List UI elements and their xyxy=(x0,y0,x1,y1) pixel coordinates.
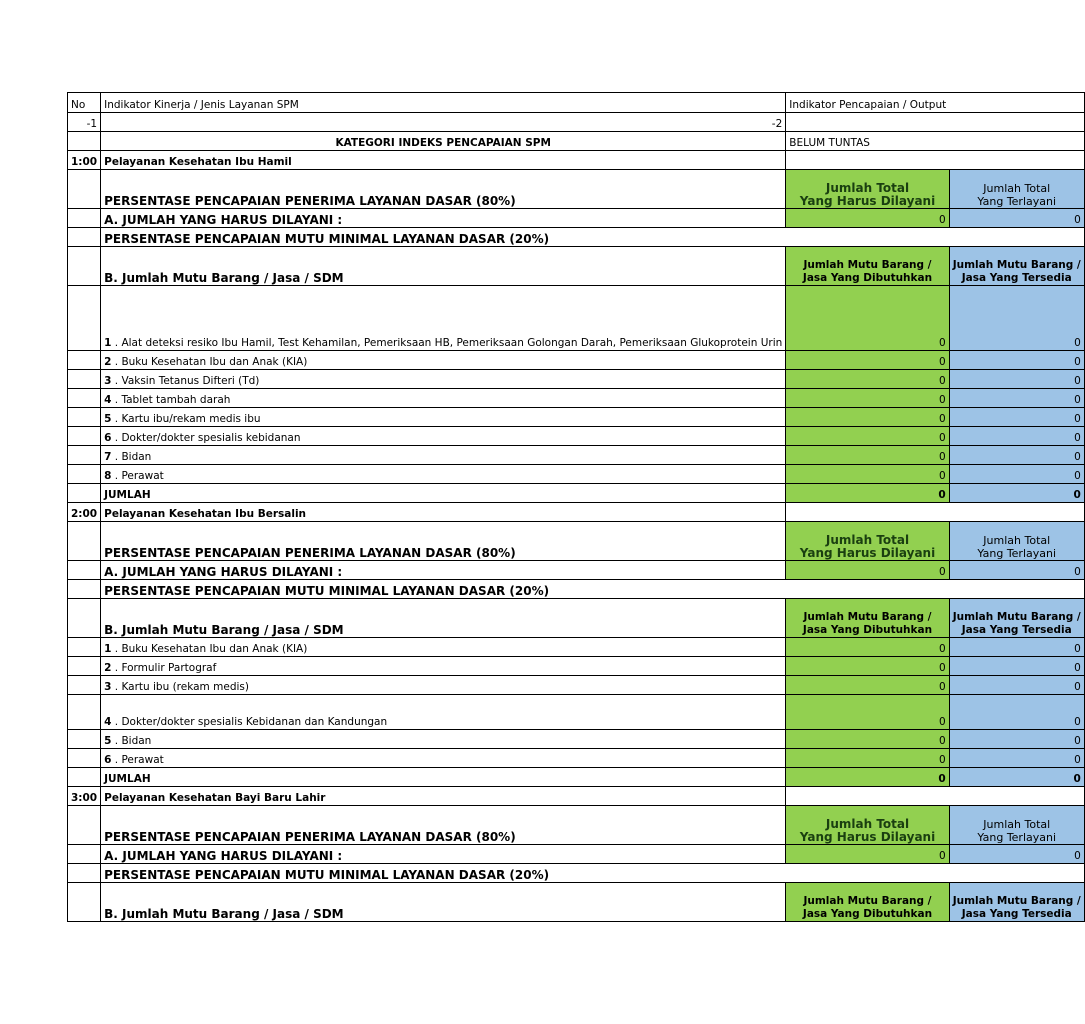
a-harus-value[interactable]: 0 xyxy=(786,561,949,580)
number-row xyxy=(68,113,1085,132)
persen-mutu-row xyxy=(68,864,1085,883)
section-title[interactable]: Pelayanan Kesehatan Ibu Hamil xyxy=(101,151,786,170)
cell-empty[interactable] xyxy=(68,749,101,768)
item-label[interactable]: 3 . Vaksin Tetanus Difteri (Td) xyxy=(101,370,786,389)
item-need-value[interactable]: 0 xyxy=(786,695,949,730)
item-avail-value[interactable]: 0 xyxy=(949,695,1084,730)
persen-penerima-row xyxy=(68,806,1085,845)
jumlah-total-harus-header[interactable]: Jumlah Total Yang Harus Dilayani xyxy=(786,522,949,561)
item-avail-value[interactable]: 0 xyxy=(949,465,1084,484)
section-number[interactable]: 2:00 xyxy=(68,503,101,522)
item-avail-value[interactable]: 0 xyxy=(949,730,1084,749)
item-avail-value[interactable]: 0 xyxy=(949,427,1084,446)
b-jumlah-label[interactable]: B. Jumlah Mutu Barang / Jasa / SDM xyxy=(101,247,786,286)
item-row xyxy=(68,465,1085,484)
cell-empty[interactable] xyxy=(68,484,101,503)
item-avail-value[interactable]: 0 xyxy=(949,446,1084,465)
cell-empty[interactable] xyxy=(949,93,1084,113)
header-row xyxy=(68,93,1085,113)
cell-empty[interactable] xyxy=(786,228,1084,247)
cell-empty[interactable] xyxy=(68,170,101,209)
persen-mutu-row xyxy=(68,228,1085,247)
item-need-value[interactable]: 0 xyxy=(786,730,949,749)
item-need-value[interactable]: 0 xyxy=(786,427,949,446)
item-label[interactable]: 2 . Formulir Partograf xyxy=(101,657,786,676)
cell-empty[interactable] xyxy=(68,806,101,845)
item-label[interactable]: 6 . Dokter/dokter spesialis kebidanan xyxy=(101,427,786,446)
persen-penerima-label[interactable]: PERSENTASE PENCAPAIAN PENERIMA LAYANAN DASAR (80%) xyxy=(101,806,786,845)
item-avail-value[interactable]: 0 xyxy=(949,351,1084,370)
cell-empty[interactable] xyxy=(68,286,101,351)
cell-empty[interactable] xyxy=(68,465,101,484)
cell-indikator-header[interactable]: Indikator Kinerja / Jenis Layanan SPM xyxy=(101,93,786,113)
item-avail-value[interactable]: 0 xyxy=(949,389,1084,408)
section-title-row xyxy=(68,503,1085,522)
cell-empty[interactable] xyxy=(68,209,101,228)
a-jumlah-row xyxy=(68,209,1085,228)
item-label[interactable]: 4 . Dokter/dokter spesialis Kebidanan dan Kandungan xyxy=(101,695,786,730)
jumlah-total-terlayani-header[interactable]: Jumlah Total Yang Terlayani xyxy=(949,522,1084,561)
persen-penerima-label[interactable]: PERSENTASE PENCAPAIAN PENERIMA LAYANAN DASAR (80%) xyxy=(101,170,786,209)
item-row xyxy=(68,638,1085,657)
jumlah-total-terlayani-header[interactable]: Jumlah Total Yang Terlayani xyxy=(949,806,1084,845)
persen-mutu-row xyxy=(68,580,1085,599)
item-need-value[interactable]: 0 xyxy=(786,351,949,370)
cell-empty[interactable] xyxy=(68,580,101,599)
total-need-value[interactable]: 0 xyxy=(786,768,949,787)
cell-output-header[interactable]: Indikator Pencapaian / Output xyxy=(786,93,949,113)
jumlah-total-terlayani-header[interactable]: Jumlah Total Yang Terlayani xyxy=(949,170,1084,209)
cell-empty[interactable] xyxy=(68,561,101,580)
cell-empty[interactable] xyxy=(786,151,1084,170)
jumlah-label[interactable]: JUMLAH xyxy=(101,484,786,503)
item-label[interactable]: 6 . Perawat xyxy=(101,749,786,768)
item-label[interactable]: 1 . Alat deteksi resiko Ibu Hamil, Test Kehamilan, Pemeriksaan HB, Pemeriksaan Golongan Darah, Pemeriksaan Glukoprotein Urin xyxy=(101,286,786,351)
mutu-dibutuhkan-header[interactable]: Jumlah Mutu Barang / Jasa Yang Dibutuhkan xyxy=(786,247,949,286)
cell-empty[interactable] xyxy=(786,113,1084,132)
b-jumlah-row xyxy=(68,247,1085,286)
spm-spreadsheet xyxy=(67,92,1085,922)
cell-empty[interactable] xyxy=(68,864,101,883)
mutu-tersedia-header[interactable]: Jumlah Mutu Barang / Jasa Yang Tersedia xyxy=(949,247,1084,286)
cell-empty[interactable] xyxy=(68,730,101,749)
cell-empty[interactable] xyxy=(786,787,1084,806)
cell-empty[interactable] xyxy=(68,351,101,370)
cell-no-header[interactable]: No xyxy=(68,93,101,113)
item-label[interactable]: 8 . Perawat xyxy=(101,465,786,484)
section-number[interactable]: 1:00 xyxy=(68,151,101,170)
a-jumlah-label[interactable]: A. JUMLAH YANG HARUS DILAYANI : xyxy=(101,561,786,580)
item-need-value[interactable]: 0 xyxy=(786,638,949,657)
item-need-value[interactable]: 0 xyxy=(786,286,949,351)
jumlah-label[interactable]: JUMLAH xyxy=(101,768,786,787)
item-need-value[interactable]: 0 xyxy=(786,749,949,768)
section-title[interactable]: Pelayanan Kesehatan Bayi Baru Lahir xyxy=(101,787,786,806)
persen-mutu-label[interactable]: PERSENTASE PENCAPAIAN MUTU MINIMAL LAYANAN DASAR (20%) xyxy=(101,580,786,599)
item-need-value[interactable]: 0 xyxy=(786,408,949,427)
item-avail-value[interactable]: 0 xyxy=(949,657,1084,676)
item-label[interactable]: 5 . Bidan xyxy=(101,730,786,749)
item-label[interactable]: 1 . Buku Kesehatan Ibu dan Anak (KIA) xyxy=(101,638,786,657)
jumlah-total-harus-header[interactable]: Jumlah Total Yang Harus Dilayani xyxy=(786,170,949,209)
b-jumlah-row xyxy=(68,883,1085,922)
a-jumlah-row xyxy=(68,561,1085,580)
item-row xyxy=(68,351,1085,370)
cell-num-a[interactable]: -1 xyxy=(68,113,101,132)
item-row xyxy=(68,676,1085,695)
item-need-value[interactable]: 0 xyxy=(786,676,949,695)
jumlah-row xyxy=(68,768,1085,787)
mutu-dibutuhkan-header[interactable]: Jumlah Mutu Barang / Jasa Yang Dibutuhkan xyxy=(786,883,949,922)
item-avail-value[interactable]: 0 xyxy=(949,638,1084,657)
item-need-value[interactable]: 0 xyxy=(786,465,949,484)
b-jumlah-label[interactable]: B. Jumlah Mutu Barang / Jasa / SDM xyxy=(101,883,786,922)
item-need-value[interactable]: 0 xyxy=(786,389,949,408)
cell-empty[interactable] xyxy=(68,676,101,695)
a-terlayani-value[interactable]: 0 xyxy=(949,845,1084,864)
cell-empty[interactable] xyxy=(68,695,101,730)
cell-empty[interactable] xyxy=(68,845,101,864)
item-row xyxy=(68,427,1085,446)
item-avail-value[interactable]: 0 xyxy=(949,286,1084,351)
jumlah-total-harus-header[interactable]: Jumlah Total Yang Harus Dilayani xyxy=(786,806,949,845)
cell-empty[interactable] xyxy=(68,768,101,787)
cell-empty[interactable] xyxy=(786,503,1084,522)
a-harus-value[interactable]: 0 xyxy=(786,209,949,228)
persen-penerima-row xyxy=(68,522,1085,561)
section-title-row xyxy=(68,787,1085,806)
item-row xyxy=(68,749,1085,768)
cell-empty[interactable] xyxy=(68,132,101,151)
item-row xyxy=(68,389,1085,408)
section-title-row xyxy=(68,151,1085,170)
cell-empty[interactable] xyxy=(68,370,101,389)
cell-empty[interactable] xyxy=(68,247,101,286)
jumlah-row xyxy=(68,484,1085,503)
item-need-value[interactable]: 0 xyxy=(786,446,949,465)
total-avail-value[interactable]: 0 xyxy=(949,768,1084,787)
section-number[interactable]: 3:00 xyxy=(68,787,101,806)
a-jumlah-label[interactable]: A. JUMLAH YANG HARUS DILAYANI : xyxy=(101,845,786,864)
cell-empty[interactable] xyxy=(68,599,101,638)
mutu-tersedia-header[interactable]: Jumlah Mutu Barang / Jasa Yang Tersedia xyxy=(949,883,1084,922)
item-need-value[interactable]: 0 xyxy=(786,657,949,676)
item-need-value[interactable]: 0 xyxy=(786,370,949,389)
cell-empty[interactable] xyxy=(786,580,1084,599)
cell-empty[interactable] xyxy=(786,864,1084,883)
cell-empty[interactable] xyxy=(68,657,101,676)
cell-empty[interactable] xyxy=(68,427,101,446)
cell-status[interactable]: BELUM TUNTAS xyxy=(786,132,1084,151)
cell-empty[interactable] xyxy=(68,638,101,657)
a-jumlah-label[interactable]: A. JUMLAH YANG HARUS DILAYANI : xyxy=(101,209,786,228)
b-jumlah-row xyxy=(68,599,1085,638)
item-row xyxy=(68,408,1085,427)
persen-penerima-label[interactable]: PERSENTASE PENCAPAIAN PENERIMA LAYANAN DASAR (80%) xyxy=(101,522,786,561)
kategori-row xyxy=(68,132,1085,151)
cell-empty[interactable] xyxy=(68,408,101,427)
item-avail-value[interactable]: 0 xyxy=(949,676,1084,695)
cell-empty[interactable] xyxy=(68,228,101,247)
persen-mutu-label[interactable]: PERSENTASE PENCAPAIAN MUTU MINIMAL LAYANAN DASAR (20%) xyxy=(101,228,786,247)
item-row xyxy=(68,657,1085,676)
a-terlayani-value[interactable]: 0 xyxy=(949,561,1084,580)
section-title[interactable]: Pelayanan Kesehatan Ibu Bersalin xyxy=(101,503,786,522)
item-avail-value[interactable]: 0 xyxy=(949,408,1084,427)
item-row xyxy=(68,695,1085,730)
item-label[interactable]: 2 . Buku Kesehatan Ibu dan Anak (KIA) xyxy=(101,351,786,370)
item-avail-value[interactable]: 0 xyxy=(949,370,1084,389)
cell-num-b[interactable]: -2 xyxy=(101,113,786,132)
mutu-tersedia-header[interactable]: Jumlah Mutu Barang / Jasa Yang Tersedia xyxy=(949,599,1084,638)
a-terlayani-value[interactable]: 0 xyxy=(949,209,1084,228)
cell-empty[interactable] xyxy=(68,883,101,922)
item-avail-value[interactable]: 0 xyxy=(949,749,1084,768)
total-avail-value[interactable]: 0 xyxy=(949,484,1084,503)
total-need-value[interactable]: 0 xyxy=(786,484,949,503)
item-label[interactable]: 3 . Kartu ibu (rekam medis) xyxy=(101,676,786,695)
a-jumlah-row xyxy=(68,845,1085,864)
persen-mutu-label[interactable]: PERSENTASE PENCAPAIAN MUTU MINIMAL LAYANAN DASAR (20%) xyxy=(101,864,786,883)
item-label[interactable]: 4 . Tablet tambah darah xyxy=(101,389,786,408)
cell-empty[interactable] xyxy=(68,389,101,408)
b-jumlah-label[interactable]: B. Jumlah Mutu Barang / Jasa / SDM xyxy=(101,599,786,638)
item-row xyxy=(68,446,1085,465)
cell-kategori[interactable]: KATEGORI INDEKS PENCAPAIAN SPM xyxy=(101,132,786,151)
mutu-dibutuhkan-header[interactable]: Jumlah Mutu Barang / Jasa Yang Dibutuhkan xyxy=(786,599,949,638)
item-row xyxy=(68,730,1085,749)
cell-empty[interactable] xyxy=(68,446,101,465)
a-harus-value[interactable]: 0 xyxy=(786,845,949,864)
cell-empty[interactable] xyxy=(68,522,101,561)
item-label[interactable]: 5 . Kartu ibu/rekam medis ibu xyxy=(101,408,786,427)
item-label[interactable]: 7 . Bidan xyxy=(101,446,786,465)
item-row xyxy=(68,370,1085,389)
item-row xyxy=(68,286,1085,351)
persen-penerima-row xyxy=(68,170,1085,209)
